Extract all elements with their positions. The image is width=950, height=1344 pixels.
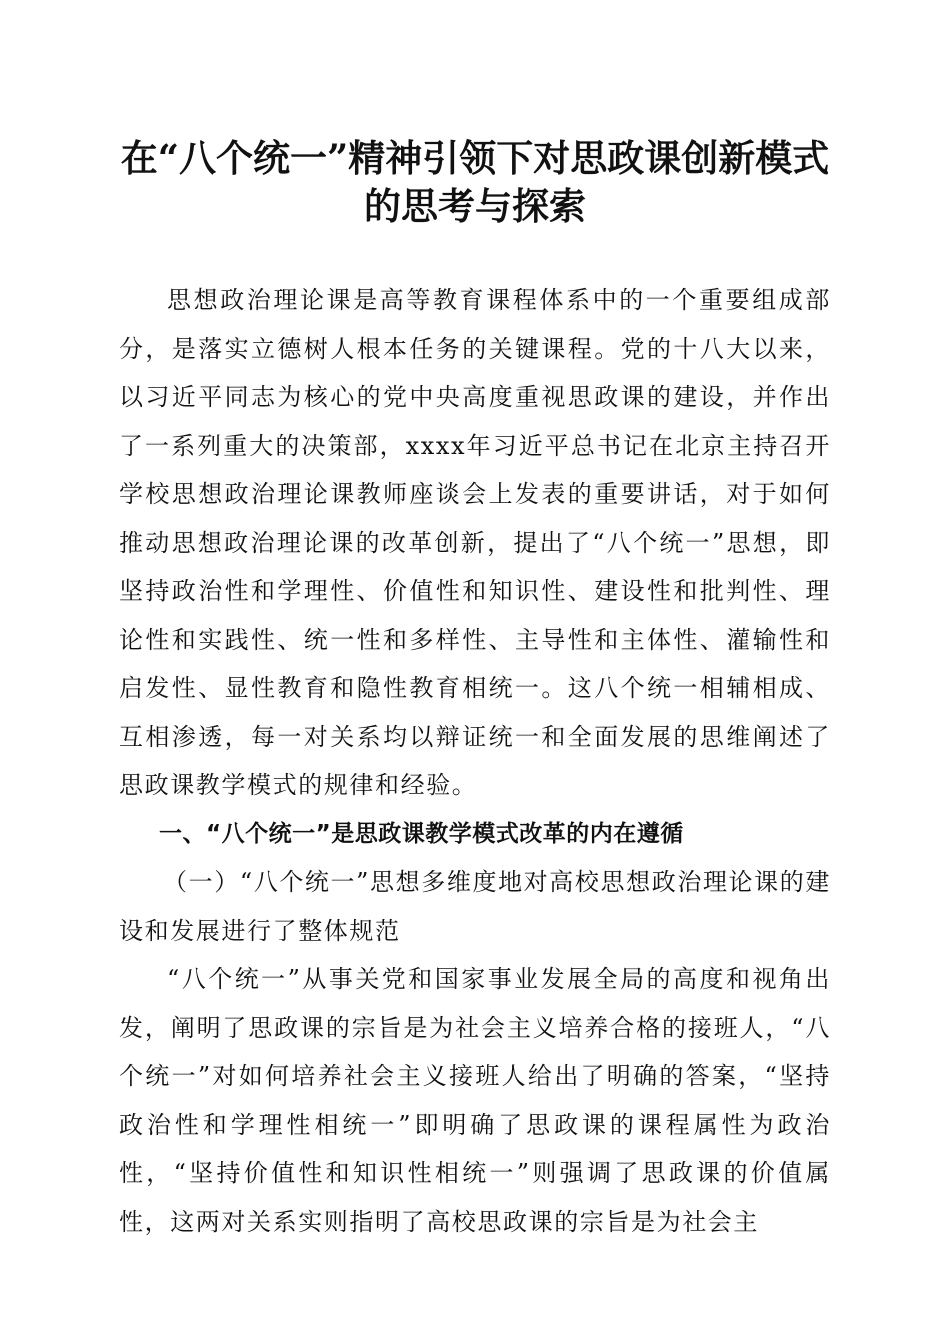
subsection-heading-1: （一）“八个统一”思想多维度地对高校思想政治理论课的建设和发展进行了整体规范 [119, 868, 831, 945]
document-title [100, 134, 850, 230]
intro-paragraph: 思想政治理论课是高等教育课程体系中的一个重要组成部分，是落实立德树人根本任务的关键课程。党的十八大以来，以习近平同志为核心的党中央高度重视思政课的建设，并作出了一系列重大的决策部，xxxx年习近平总书记在北京主持召开学校思想政治理论课教师座谈会上发表的重要讲话，对于如何推动思想政治理论课的改革创新，提出了“八个统一”思想，即坚持政治性和学理性、价值性和知识性、建设性和批判性、理论性和实践性、统一性和多样性、主导性和主体性、灌输性和启发性、显性教育和隐性教育相统一。这八个统一相辅相成、互相渗透，每一对关系均以辩证统一和全面发展的思维阐述了思政课教学模式的规律和经验。 [119, 286, 831, 799]
document-body [119, 276, 831, 1246]
title-line-2: 的思考与探索 [364, 184, 586, 228]
title-line-1: 在“八个统一”精神引领下对思政课创新模式 [120, 136, 830, 180]
section-heading-1: 一、“八个统一”是思政课教学模式改革的内在遵循 [159, 820, 684, 847]
body-paragraph-2: “八个统一”从事关党和国家事业发展全局的高度和视角出发，阐明了思政课的宗旨是为社会主义培养合格的接班人，“八个统一”对如何培养社会主义接班人给出了明确的答案，“坚持政治性和学理性相统一”即明确了思政课的课程属性为政治性，“坚持价值性和知识性相统一”则强调了思政课的价值属性，这两对关系实则指明了高校思政课的宗旨是为社会主 [119, 965, 831, 1236]
